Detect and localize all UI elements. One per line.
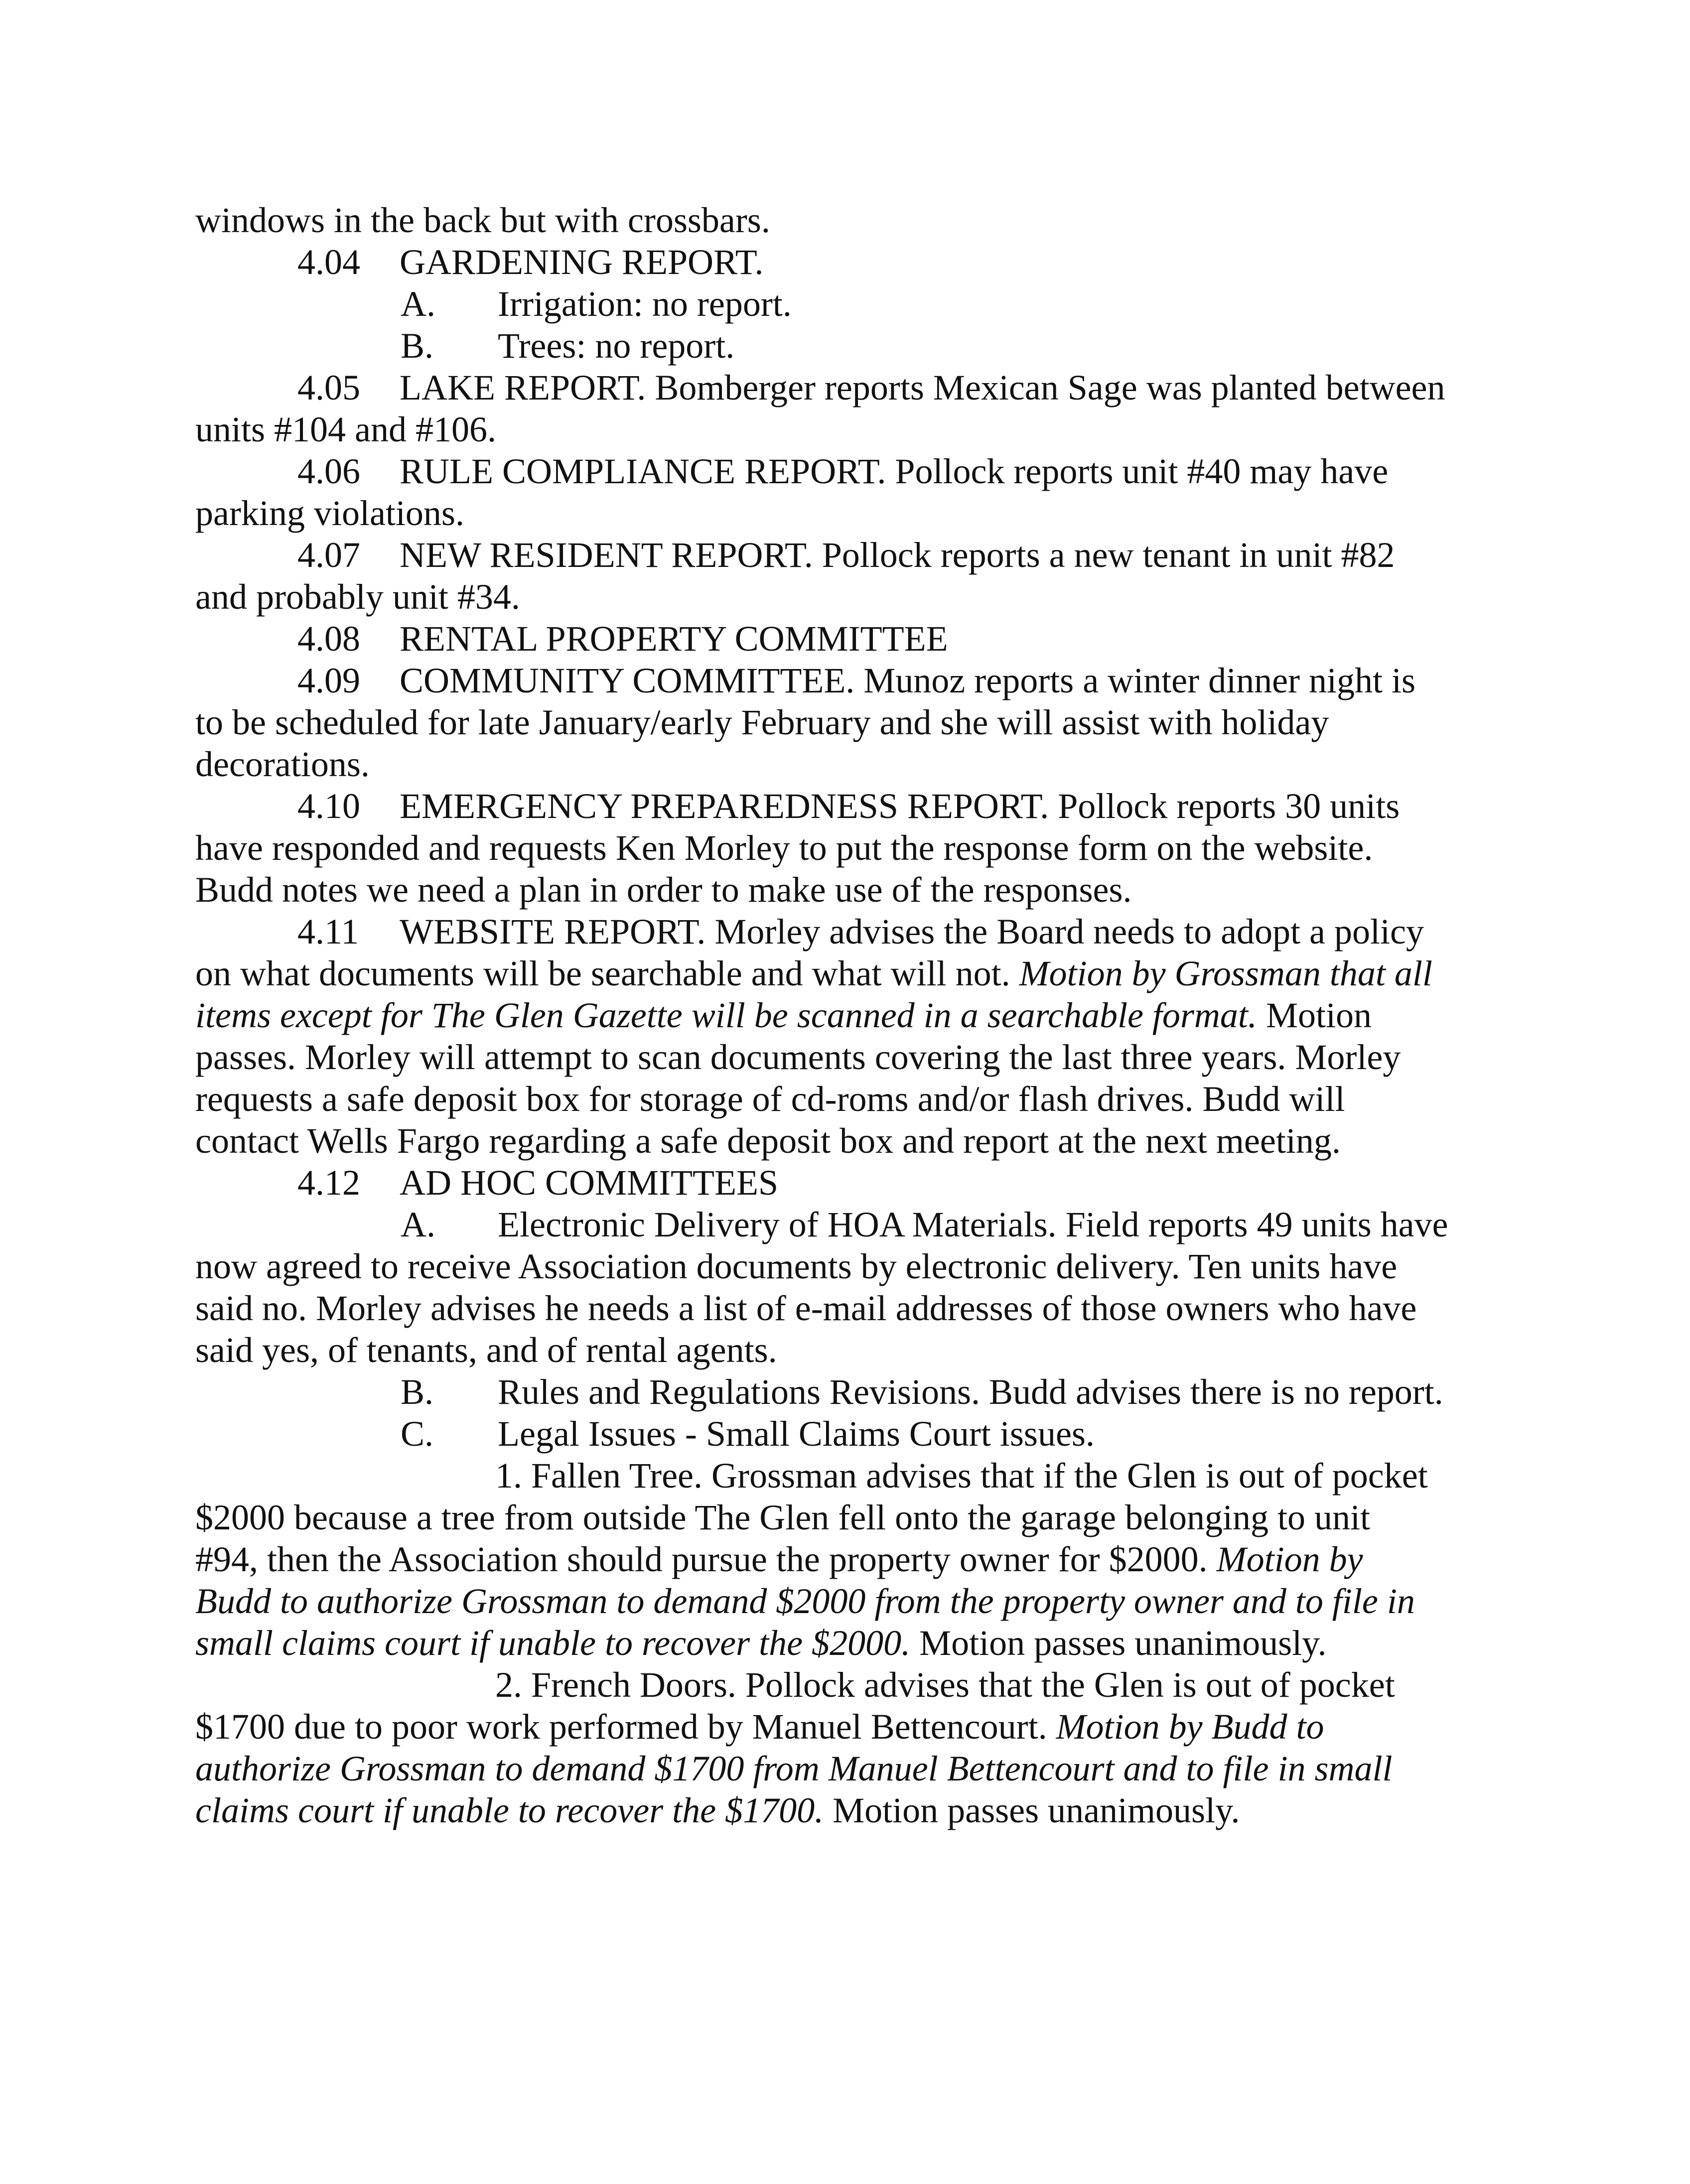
text-line: said yes, of tenants, and of rental agents. <box>195 1330 777 1370</box>
section-number: 4.04 <box>297 242 360 282</box>
motion-text: Motion by Budd to <box>1056 1707 1324 1747</box>
minutes-body <box>195 199 1511 1831</box>
subitem-line: B. Rules and Regulations Revisions. Budd advises there is no report. <box>401 1372 1443 1412</box>
section-number: 4.07 <box>297 535 360 575</box>
text-line: #94, then the Association should pursue the property owner for $2000. Motion by <box>195 1539 1363 1579</box>
motion-text: items except for The Glen Gazette will be scanned in a searchable format. <box>195 995 1257 1035</box>
text-line: decorations. <box>195 744 370 784</box>
text-line: Budd notes we need a plan in order to make use of the responses. <box>195 870 1132 910</box>
numbered-item-line: 2. French Doors. Pollock advises that the Glen is out of pocket <box>495 1665 1395 1705</box>
text-line: claims court if unable to recover the $1700. Motion passes unanimously. <box>195 1790 1240 1830</box>
text-line: contact Wells Fargo regarding a safe deposit box and report at the next meeting. <box>195 1121 1341 1161</box>
motion-text: Motion by <box>1216 1539 1363 1579</box>
section-number: 4.10 <box>297 786 360 826</box>
motion-text: Motion by Grossman that all <box>1019 954 1432 993</box>
text-line: to be scheduled for late January/early February and she will assist with holiday <box>195 702 1329 742</box>
item-letter: A. <box>401 284 435 324</box>
item-letter: C. <box>401 1414 434 1454</box>
subitem-line: A. Electronic Delivery of HOA Materials. Field reports 49 units have <box>401 1205 1448 1244</box>
section-heading-4-06: 4.06 RULE COMPLIANCE REPORT. Pollock reports unit #40 may have <box>297 451 1389 491</box>
section-heading-4-11: 4.11 WEBSITE REPORT. Morley advises the Board needs to adopt a policy <box>297 912 1424 952</box>
text-line: on what documents will be searchable and what will not. Motion by Grossman that all <box>195 954 1432 993</box>
text-line: have responded and requests Ken Morley to put the response form on the website. <box>195 828 1373 868</box>
numbered-item-line: 1. Fallen Tree. Grossman advises that if the Glen is out of pocket <box>495 1456 1428 1496</box>
item-letter: B. <box>401 1372 434 1412</box>
section-number: 4.11 <box>297 912 359 952</box>
text-line: now agreed to receive Association documents by electronic delivery. Ten units have <box>195 1246 1398 1286</box>
section-heading-4-07: 4.07 NEW RESIDENT REPORT. Pollock reports a new tenant in unit #82 <box>297 535 1395 575</box>
item-letter: A. <box>401 1205 435 1244</box>
motion-text: small claims court if unable to recover the $2000. <box>195 1623 911 1663</box>
text-line: parking violations. <box>195 493 464 533</box>
text-line: items except for The Glen Gazette will be scanned in a searchable format. Motion <box>195 995 1372 1035</box>
text-line: and probably unit #34. <box>195 577 520 617</box>
motion-text: authorize Grossman to demand $1700 from Manuel Bettencourt and to file in small <box>195 1749 1393 1788</box>
text-line: $1700 due to poor work performed by Manuel Bettencourt. Motion by Budd to <box>195 1707 1324 1747</box>
subitem-line: C. Legal Issues - Small Claims Court issues. <box>401 1414 1095 1454</box>
motion-text: Budd to authorize Grossman to demand $2000 from the property owner and to file in <box>195 1581 1415 1621</box>
text-line: units #104 and #106. <box>195 410 496 449</box>
section-number: 4.06 <box>297 451 360 491</box>
item-letter: B. <box>401 326 434 366</box>
text-line <box>195 1580 1511 1622</box>
section-number: 4.09 <box>297 661 360 700</box>
section-number: 4.05 <box>297 368 360 408</box>
text-line: small claims court if unable to recover the $2000. Motion passes unanimously. <box>195 1623 1327 1663</box>
text-line: said no. Morley advises he needs a list of e-mail addresses of those owners who have <box>195 1288 1417 1328</box>
text-line: passes. Morley will attempt to scan documents covering the last three years. Morley <box>195 1037 1401 1077</box>
motion-text: claims court if unable to recover the $1700. <box>195 1790 824 1830</box>
section-heading-4-05: 4.05 LAKE REPORT. Bomberger reports Mexican Sage was planted between <box>297 368 1445 408</box>
section-heading-4-04: 4.04 GARDENING REPORT. <box>297 242 764 282</box>
section-heading-4-12: 4.12 AD HOC COMMITTEES <box>297 1163 779 1203</box>
section-number: 4.08 <box>297 619 360 659</box>
text-line: $2000 because a tree from outside The Glen fell onto the garage belonging to unit <box>195 1498 1370 1537</box>
subitem-line: B. Trees: no report. <box>401 326 735 366</box>
subitem-line: A. Irrigation: no report. <box>401 284 792 324</box>
section-heading-4-10: 4.10 EMERGENCY PREPAREDNESS REPORT. Pollock reports 30 units <box>297 786 1400 826</box>
section-number: 4.12 <box>297 1163 360 1203</box>
section-heading-4-09: 4.09 COMMUNITY COMMITTEE. Munoz reports a winter dinner night is <box>297 661 1416 700</box>
text-line: windows in the back but with crossbars. <box>195 200 770 240</box>
section-heading-4-08: 4.08 RENTAL PROPERTY COMMITTEE <box>297 619 948 659</box>
text-line <box>195 1748 1511 1789</box>
text-line: requests a safe deposit box for storage of cd-roms and/or flash drives. Budd will <box>195 1079 1345 1119</box>
